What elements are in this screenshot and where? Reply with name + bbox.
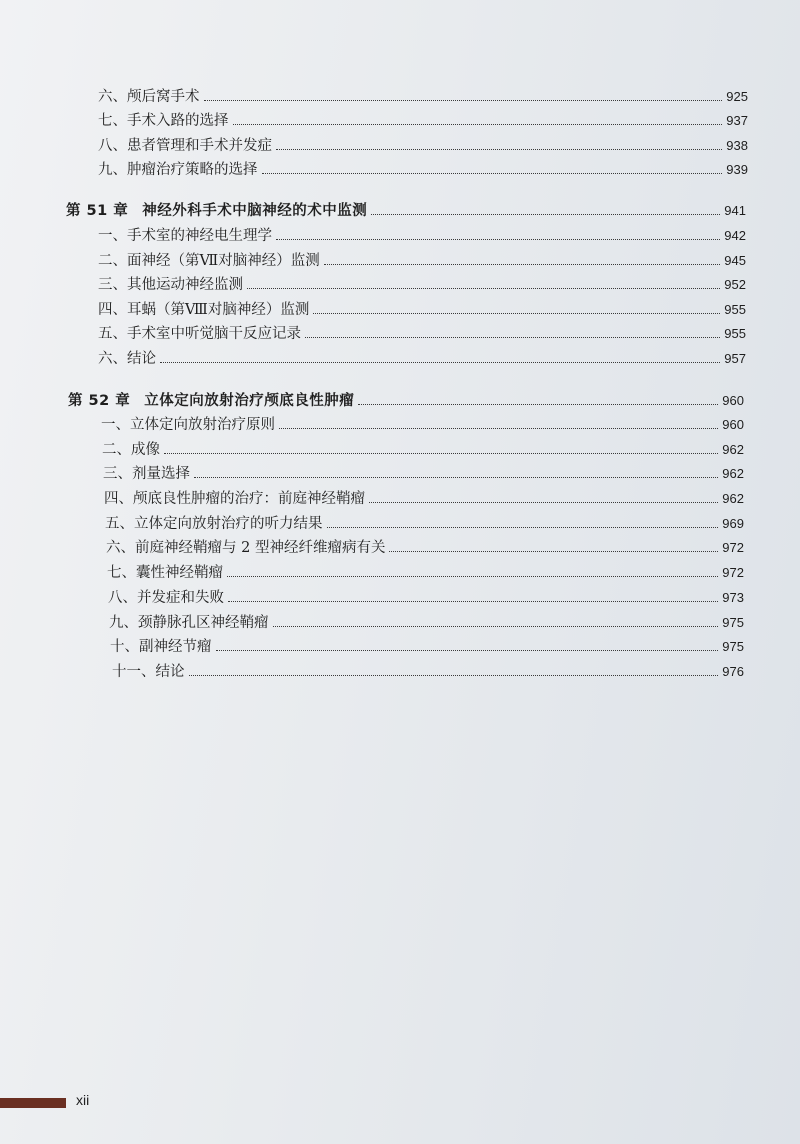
page-ref: 962 bbox=[722, 442, 744, 457]
toc-section-row bbox=[0, 134, 800, 158]
dot-leader bbox=[273, 626, 718, 627]
page-ref: 939 bbox=[726, 162, 748, 177]
page-ref: 952 bbox=[724, 277, 746, 292]
chapter-number: 第 52 章 bbox=[68, 393, 131, 409]
section-title: 六、颅后窝手术 bbox=[98, 89, 200, 105]
toc-section-row bbox=[0, 413, 800, 437]
dot-leader bbox=[204, 100, 722, 101]
section-title: 三、其他运动神经监测 bbox=[98, 277, 243, 293]
toc-section-row bbox=[0, 322, 800, 346]
dot-leader bbox=[164, 453, 718, 454]
dot-leader bbox=[216, 650, 718, 651]
toc-section-row bbox=[0, 462, 800, 486]
toc-section-row bbox=[0, 611, 800, 635]
section-title: 六、结论 bbox=[98, 351, 156, 367]
dot-leader bbox=[324, 264, 720, 265]
chapter-number: 第 51 章 bbox=[66, 203, 129, 219]
dot-leader bbox=[262, 173, 722, 174]
section-title: 九、颈静脉孔区神经鞘瘤 bbox=[109, 615, 269, 631]
toc-section-row bbox=[0, 158, 800, 182]
section-title: 五、立体定向放射治疗的听力结果 bbox=[105, 516, 323, 532]
section-title: 九、肿瘤治疗策略的选择 bbox=[98, 162, 258, 178]
toc-section-row bbox=[0, 512, 800, 536]
dot-leader bbox=[371, 214, 720, 215]
toc-section-row bbox=[0, 224, 800, 248]
dot-leader bbox=[369, 502, 718, 503]
toc-section-row bbox=[0, 635, 800, 659]
dot-leader bbox=[189, 675, 718, 676]
toc-section-row bbox=[0, 586, 800, 610]
dot-leader bbox=[160, 362, 720, 363]
page-ref: 938 bbox=[726, 138, 748, 153]
section-title: 七、囊性神经鞘瘤 bbox=[107, 565, 223, 581]
section-title: 十、副神经节瘤 bbox=[110, 639, 212, 655]
toc-section-row bbox=[0, 438, 800, 462]
dot-leader bbox=[276, 149, 722, 150]
page-ref: 972 bbox=[722, 540, 744, 555]
page-ref: 957 bbox=[724, 351, 746, 366]
toc-chapter-row bbox=[0, 389, 800, 413]
toc-section-row bbox=[0, 536, 800, 560]
section-title: 八、患者管理和手术并发症 bbox=[98, 138, 272, 154]
page-ref: 969 bbox=[722, 516, 744, 531]
dot-leader bbox=[233, 124, 722, 125]
toc-chapter-heading bbox=[68, 389, 354, 413]
dot-leader bbox=[327, 527, 718, 528]
page-ref: 973 bbox=[722, 590, 744, 605]
dot-leader bbox=[228, 601, 718, 602]
page-ref: 962 bbox=[722, 491, 744, 506]
page-ref: 955 bbox=[724, 326, 746, 341]
page-ref: 941 bbox=[724, 203, 746, 218]
section-title: 三、剂量选择 bbox=[103, 466, 190, 482]
toc-section-row bbox=[0, 487, 800, 511]
section-title: 六、前庭神经鞘瘤与 2 型神经纤维瘤病有关 bbox=[106, 540, 386, 556]
section-title: 八、并发症和失败 bbox=[108, 590, 224, 606]
page-ref: 925 bbox=[726, 89, 748, 104]
chapter-title: 立体定向放射治疗颅底良性肿瘤 bbox=[144, 393, 355, 409]
dot-leader bbox=[194, 477, 718, 478]
dot-leader bbox=[305, 337, 720, 338]
dot-leader bbox=[358, 404, 718, 405]
dot-leader bbox=[279, 428, 718, 429]
page-ref: 972 bbox=[722, 565, 744, 580]
toc-section-row bbox=[0, 85, 800, 109]
dot-leader bbox=[313, 313, 720, 314]
dot-leader bbox=[389, 551, 718, 552]
section-title: 二、面神经（第Ⅶ对脑神经）监测 bbox=[98, 253, 320, 269]
toc-chapter-row bbox=[0, 199, 800, 223]
toc-chapter-heading bbox=[66, 199, 367, 223]
section-title: 一、立体定向放射治疗原则 bbox=[101, 417, 275, 433]
section-title: 十一、结论 bbox=[112, 664, 185, 680]
page-ref: 942 bbox=[724, 228, 746, 243]
toc-section-row bbox=[0, 660, 800, 684]
toc-section-row bbox=[0, 249, 800, 273]
toc-section-row bbox=[0, 298, 800, 322]
toc-section-row bbox=[0, 273, 800, 297]
page-number: xii bbox=[76, 1092, 90, 1108]
section-title: 四、耳蜗（第Ⅷ对脑神经）监测 bbox=[98, 302, 310, 318]
page-ref: 955 bbox=[724, 302, 746, 317]
page-ref: 975 bbox=[722, 615, 744, 630]
page-ref: 945 bbox=[724, 253, 746, 268]
page-ref: 962 bbox=[722, 466, 744, 481]
page-ref: 960 bbox=[722, 393, 744, 408]
section-title: 五、手术室中听觉脑干反应记录 bbox=[98, 326, 301, 342]
page-ref: 960 bbox=[722, 417, 744, 432]
section-title: 七、手术入路的选择 bbox=[98, 113, 229, 129]
section-title: 二、成像 bbox=[102, 442, 160, 458]
dot-leader bbox=[227, 576, 718, 577]
page-ref: 975 bbox=[722, 639, 744, 654]
page-ref: 976 bbox=[722, 664, 744, 679]
chapter-title: 神经外科手术中脑神经的术中监测 bbox=[142, 203, 368, 219]
page-ref: 937 bbox=[726, 113, 748, 128]
section-title: 四、颅底良性肿瘤的治疗：前庭神经鞘瘤 bbox=[104, 491, 365, 507]
section-title: 一、手术室的神经电生理学 bbox=[98, 228, 272, 244]
toc-section-row bbox=[0, 561, 800, 585]
footer-bar bbox=[0, 1098, 66, 1108]
toc-section-row bbox=[0, 347, 800, 371]
dot-leader bbox=[276, 239, 720, 240]
dot-leader bbox=[247, 288, 720, 289]
toc-section-row bbox=[0, 109, 800, 133]
